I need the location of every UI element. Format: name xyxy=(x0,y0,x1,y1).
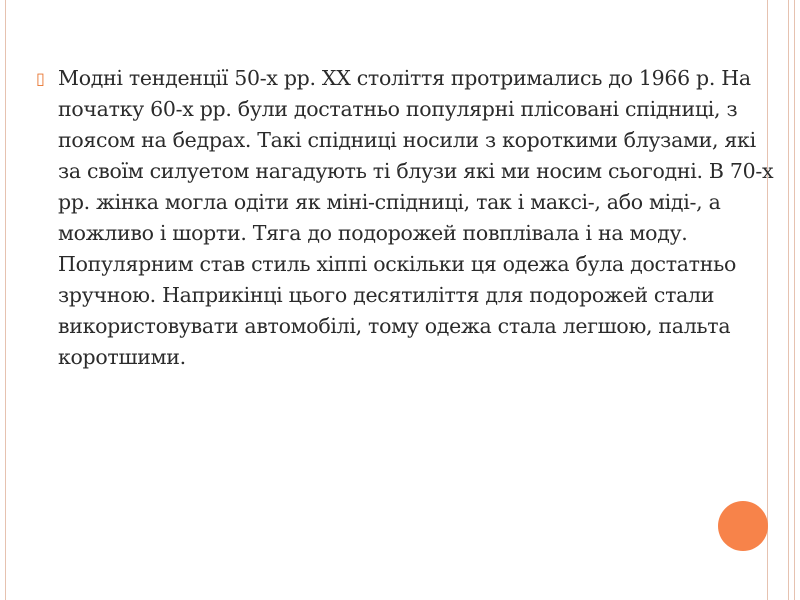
bullet-item xyxy=(36,63,776,373)
slide-frame xyxy=(5,0,795,600)
orange-circle-decoration xyxy=(718,501,768,551)
slide-body xyxy=(36,63,776,373)
bullet-text: Модні тенденції 50-х рр. ХХ століття протримались до 1966 р. На початку 60-х рр. були достатньо популярні плісовані спідниці, з поясом на бедрах. Такі спідниці носили з короткими блузами, які за своїм силуетом нагадують ті блузи які ми носим сьогодні. В 70-х рр. жінка могла одіти як міні-спідниці, так і максі-, або міді-, а можливо і шорти. Тяга до подорожей повплівала і на моду. Популярним став стиль хіппі оскільки ця одежа була достатньо зручною. Наприкінці цього десятиліття для подорожей стали використовувати автомобілі, тому одежа стала легшою, пальта коротшими. xyxy=(58,66,774,369)
bullet-arrow-icon: ▯ xyxy=(36,69,45,88)
